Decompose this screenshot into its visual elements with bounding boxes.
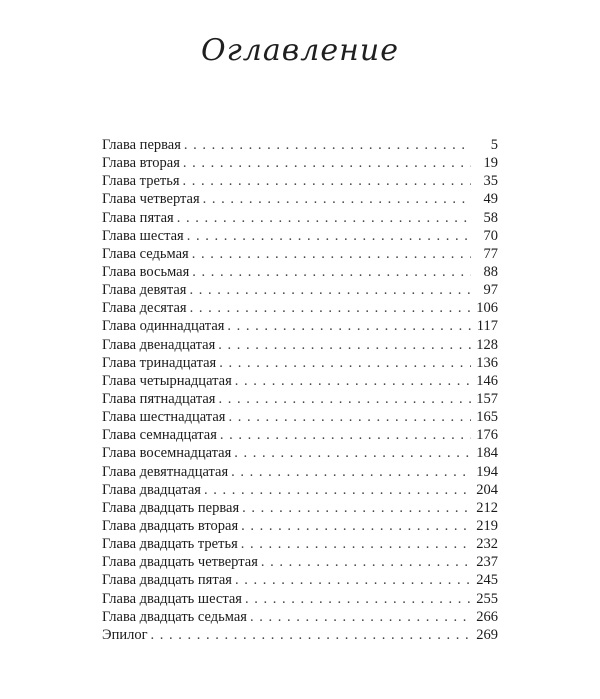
toc-entry (102, 209, 498, 227)
chapter-title: Глава семнадцатая (102, 427, 217, 444)
chapter-title: Глава двадцать вторая (102, 517, 239, 534)
chapter-title: Глава четвертая (102, 191, 200, 208)
toc-entry (102, 263, 498, 281)
dot-leader (227, 317, 471, 335)
chapter-title: Глава пятая (102, 209, 174, 226)
page-number: 204 (476, 481, 498, 498)
toc-entry (102, 608, 498, 626)
chapter-title: Глава двадцатая (102, 481, 201, 498)
dot-leader (228, 408, 471, 426)
page-number: 19 (483, 155, 498, 172)
chapter-title: Глава двадцать седьмая (102, 608, 247, 625)
dot-leader (184, 136, 471, 154)
page-number: 255 (476, 590, 498, 607)
page-number: 184 (476, 445, 498, 462)
dot-leader (189, 281, 471, 299)
toc-entry (102, 571, 498, 589)
dot-leader (231, 463, 471, 481)
chapter-title: Глава вторая (102, 155, 180, 172)
chapter-title: Глава одиннадцатая (102, 318, 225, 335)
page-number: 88 (483, 263, 498, 280)
dot-leader (187, 227, 471, 245)
dot-leader (183, 154, 471, 172)
toc-entry (102, 444, 498, 462)
page-number: 219 (476, 517, 498, 534)
toc-entry (102, 299, 498, 317)
toc-entry (102, 590, 498, 608)
page-title: Оглавление (201, 33, 399, 68)
page-number: 77 (483, 245, 498, 262)
chapter-title: Глава девятнадцатая (102, 463, 229, 480)
toc-entry (102, 372, 498, 390)
toc-entry (102, 517, 498, 535)
page-number: 212 (476, 499, 498, 516)
page-number: 269 (476, 626, 498, 643)
dot-leader (151, 626, 471, 644)
toc-entry (102, 553, 498, 571)
chapter-title: Глава четырнадцатая (102, 372, 232, 389)
page-number: 237 (476, 554, 498, 571)
dot-leader (204, 481, 471, 499)
dot-leader (250, 608, 471, 626)
toc-entry (102, 281, 498, 299)
dot-leader (203, 190, 471, 208)
toc-entry (102, 172, 498, 190)
page-number: 194 (476, 463, 498, 480)
dot-leader (234, 444, 471, 462)
toc-entry (102, 245, 498, 263)
dot-leader (235, 571, 471, 589)
toc-entry (102, 463, 498, 481)
page-number: 128 (476, 336, 498, 353)
chapter-title: Глава десятая (102, 300, 187, 317)
page-number: 165 (476, 409, 498, 426)
page-number: 176 (476, 427, 498, 444)
page-number: 266 (476, 608, 498, 625)
chapter-title: Глава восьмая (102, 263, 190, 280)
page-number: 5 (490, 137, 498, 153)
toc-entry (102, 408, 498, 426)
toc-entry (102, 154, 498, 172)
dot-leader (218, 390, 471, 408)
chapter-title: Глава девятая (102, 282, 187, 299)
chapter-title: Глава третья (102, 173, 180, 190)
page-number: 97 (483, 282, 498, 299)
page-number: 106 (476, 300, 498, 317)
page-number: 49 (483, 191, 498, 208)
page-number: 157 (476, 390, 498, 407)
toc-entry (102, 481, 498, 499)
dot-leader (241, 517, 471, 535)
chapter-title: Глава пятнадцатая (102, 390, 216, 407)
dot-leader (241, 535, 471, 553)
toc-entry (102, 336, 498, 354)
page-number: 232 (476, 536, 498, 553)
toc-entry (102, 317, 498, 335)
dot-leader (190, 299, 471, 317)
chapter-title: Глава шестая (102, 227, 184, 244)
chapter-title: Глава двадцать первая (102, 499, 240, 516)
dot-leader (177, 209, 471, 227)
chapter-title: Глава седьмая (102, 245, 189, 262)
page-number: 136 (476, 354, 498, 371)
chapter-title: Глава двадцать четвертая (102, 554, 258, 571)
chapter-title: Глава двадцать третья (102, 536, 238, 553)
page-number: 245 (476, 572, 498, 589)
dot-leader (242, 499, 471, 517)
chapter-title: Глава шестнадцатая (102, 409, 226, 426)
dot-leader (220, 426, 471, 444)
page-number: 35 (483, 173, 498, 190)
dot-leader (261, 553, 471, 571)
dot-leader (245, 590, 471, 608)
dot-leader (192, 263, 471, 281)
page-number: 70 (483, 227, 498, 244)
dot-leader (183, 172, 472, 190)
toc-entry (102, 626, 498, 644)
toc-entry (102, 190, 498, 208)
chapter-title: Глава двенадцатая (102, 336, 216, 353)
chapter-title: Глава двадцать шестая (102, 590, 242, 607)
page-number: 58 (483, 209, 498, 226)
toc-entry (102, 354, 498, 372)
chapter-title: Глава двадцать пятая (102, 572, 232, 589)
toc-entry (102, 535, 498, 553)
chapter-title: Глава тринадцатая (102, 354, 217, 371)
dot-leader (219, 354, 471, 372)
dot-leader (192, 245, 471, 263)
chapter-title: Эпилог (102, 626, 148, 643)
chapter-title: Глава восемнадцатая (102, 445, 232, 462)
toc-entry (102, 227, 498, 245)
dot-leader (235, 372, 471, 390)
page-number: 146 (476, 372, 498, 389)
table-of-contents (102, 136, 498, 644)
toc-entry (102, 390, 498, 408)
toc-entry (102, 499, 498, 517)
chapter-title: Глава первая (102, 137, 181, 153)
dot-leader (218, 336, 471, 354)
toc-entry (102, 136, 498, 154)
page-number: 117 (476, 318, 498, 335)
toc-entry (102, 426, 498, 444)
